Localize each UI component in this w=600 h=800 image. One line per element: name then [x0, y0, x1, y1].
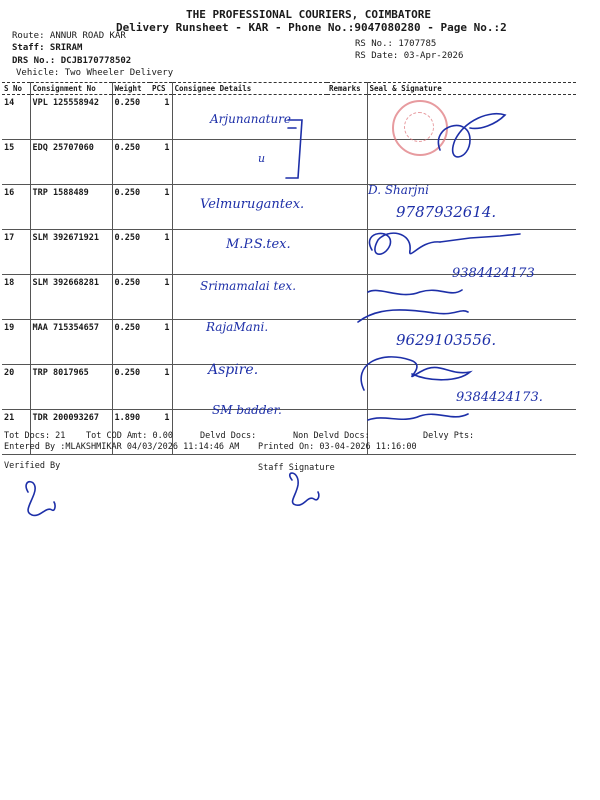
row-consignment: EDQ 25707060 [30, 140, 112, 185]
handwritten-consignee-18: Srimamalai tex. [200, 279, 297, 293]
row-pcs: 1 [150, 185, 172, 230]
col-consignment: Consignment No [30, 83, 112, 95]
row-pcs: 1 [150, 230, 172, 275]
handwritten-consignee-19: RajaMani. [206, 320, 269, 334]
row-consignment: TRP 8017965 [30, 365, 112, 410]
row-sno: 20 [2, 365, 30, 410]
handwritten-phone-17: 9384424173 [452, 266, 535, 281]
row-pcs: 1 [150, 275, 172, 320]
col-weight: Weight [112, 83, 150, 95]
row-weight: 0.250 [112, 320, 150, 365]
entered-by: Entered By :MLAKSHMIKAR 04/03/2026 11:14:46 AM [4, 442, 240, 452]
row-consignment: MAA 715354657 [30, 320, 112, 365]
route-label: Route: ANNUR ROAD KAR [12, 31, 126, 41]
row-sno: 17 [2, 230, 30, 275]
verified-signature [26, 482, 55, 516]
row-sno: 18 [2, 275, 30, 320]
row-weight: 0.250 [112, 140, 150, 185]
row-sno: 14 [2, 95, 30, 140]
company-name: THE PROFESSIONAL COURIERS, COIMBATORE [186, 8, 432, 21]
tot-docs: Tot Docs: 21 [4, 431, 66, 441]
row-consignment: TRP 1588489 [30, 185, 112, 230]
delvy-pts: Delvy Pts: [423, 431, 475, 441]
row-consignment: VPL 125558942 [30, 95, 112, 140]
row-pcs: 1 [150, 140, 172, 185]
row-weight: 0.250 [112, 95, 150, 140]
row-consignment: SLM 392668281 [30, 275, 112, 320]
staff-signature-label: Staff Signature [258, 463, 335, 473]
rs-number: RS No.: 1707785 [355, 39, 437, 49]
row-pcs: 1 [150, 320, 172, 365]
handwritten-phone-16: 9787932614. [396, 203, 497, 221]
signature-row-19 [358, 310, 468, 322]
non-delvd-docs: Non Delvd Docs: [293, 431, 370, 441]
handwritten-signature-16: D. Sharjni [368, 183, 429, 197]
col-seal-signature: Seal & Signature [367, 83, 576, 95]
col-pcs: PCS [150, 83, 172, 95]
signature-row-18 [368, 290, 462, 295]
delvd-docs: Delvd Docs: [200, 431, 257, 441]
handwritten-consignee-17: M.P.S.tex. [226, 237, 291, 252]
tot-cod-amt: Tot COD Amt: 0.00 [86, 431, 173, 441]
verified-by-label: Verified By [4, 461, 61, 471]
signature-row-21 [368, 414, 468, 420]
handwritten-consignee-15: u [258, 152, 266, 165]
handwritten-phone-21: 9384424173. [456, 390, 543, 405]
rs-date: RS Date: 03-Apr-2026 [355, 51, 464, 61]
col-consignee: Consignee Details [172, 83, 327, 95]
printed-on: Printed On: 03-04-2026 11:16:00 [258, 442, 417, 452]
row-consignment: TDR 200093267 [30, 410, 112, 455]
row-sno: 19 [2, 320, 30, 365]
row-weight: 1.890 [112, 410, 150, 455]
handwritten-consignee-14: Arjunanature [210, 112, 292, 126]
drs-number: DRS No.: DCJB170778502 [12, 56, 132, 66]
row-consignment: SLM 392671921 [30, 230, 112, 275]
row-pcs: 1 [150, 410, 172, 455]
handwritten-phone-19: 9629103556. [396, 331, 497, 349]
staff-label: Staff: SRIRAM [12, 43, 83, 53]
handwritten-consignee-21: SM badder. [212, 403, 282, 417]
row-sno: 16 [2, 185, 30, 230]
handwritten-consignee-16: Velmurugantex. [200, 197, 305, 212]
signature-row-20 [361, 357, 470, 390]
row-weight: 0.250 [112, 365, 150, 410]
row-weight: 0.250 [112, 185, 150, 230]
col-sno: S No [2, 83, 30, 95]
handwritten-consignee-20: Aspire. [208, 362, 259, 378]
row-sno: 21 [2, 410, 30, 455]
row-pcs: 1 [150, 95, 172, 140]
col-remarks: Remarks [327, 83, 367, 95]
row-sno: 15 [2, 140, 30, 185]
signature-row-17 [369, 233, 440, 254]
vehicle-label: Vehicle: Two Wheeler Delivery [16, 68, 174, 78]
signature-row-14 [438, 114, 505, 157]
runsheet-title: Delivery Runsheet - KAR - Phone No.:9047080280 - Page No.:2 [116, 21, 507, 34]
staff-signature-scribble [290, 473, 319, 505]
row-weight: 0.250 [112, 275, 150, 320]
row-pcs: 1 [150, 365, 172, 410]
row-weight: 0.250 [112, 230, 150, 275]
